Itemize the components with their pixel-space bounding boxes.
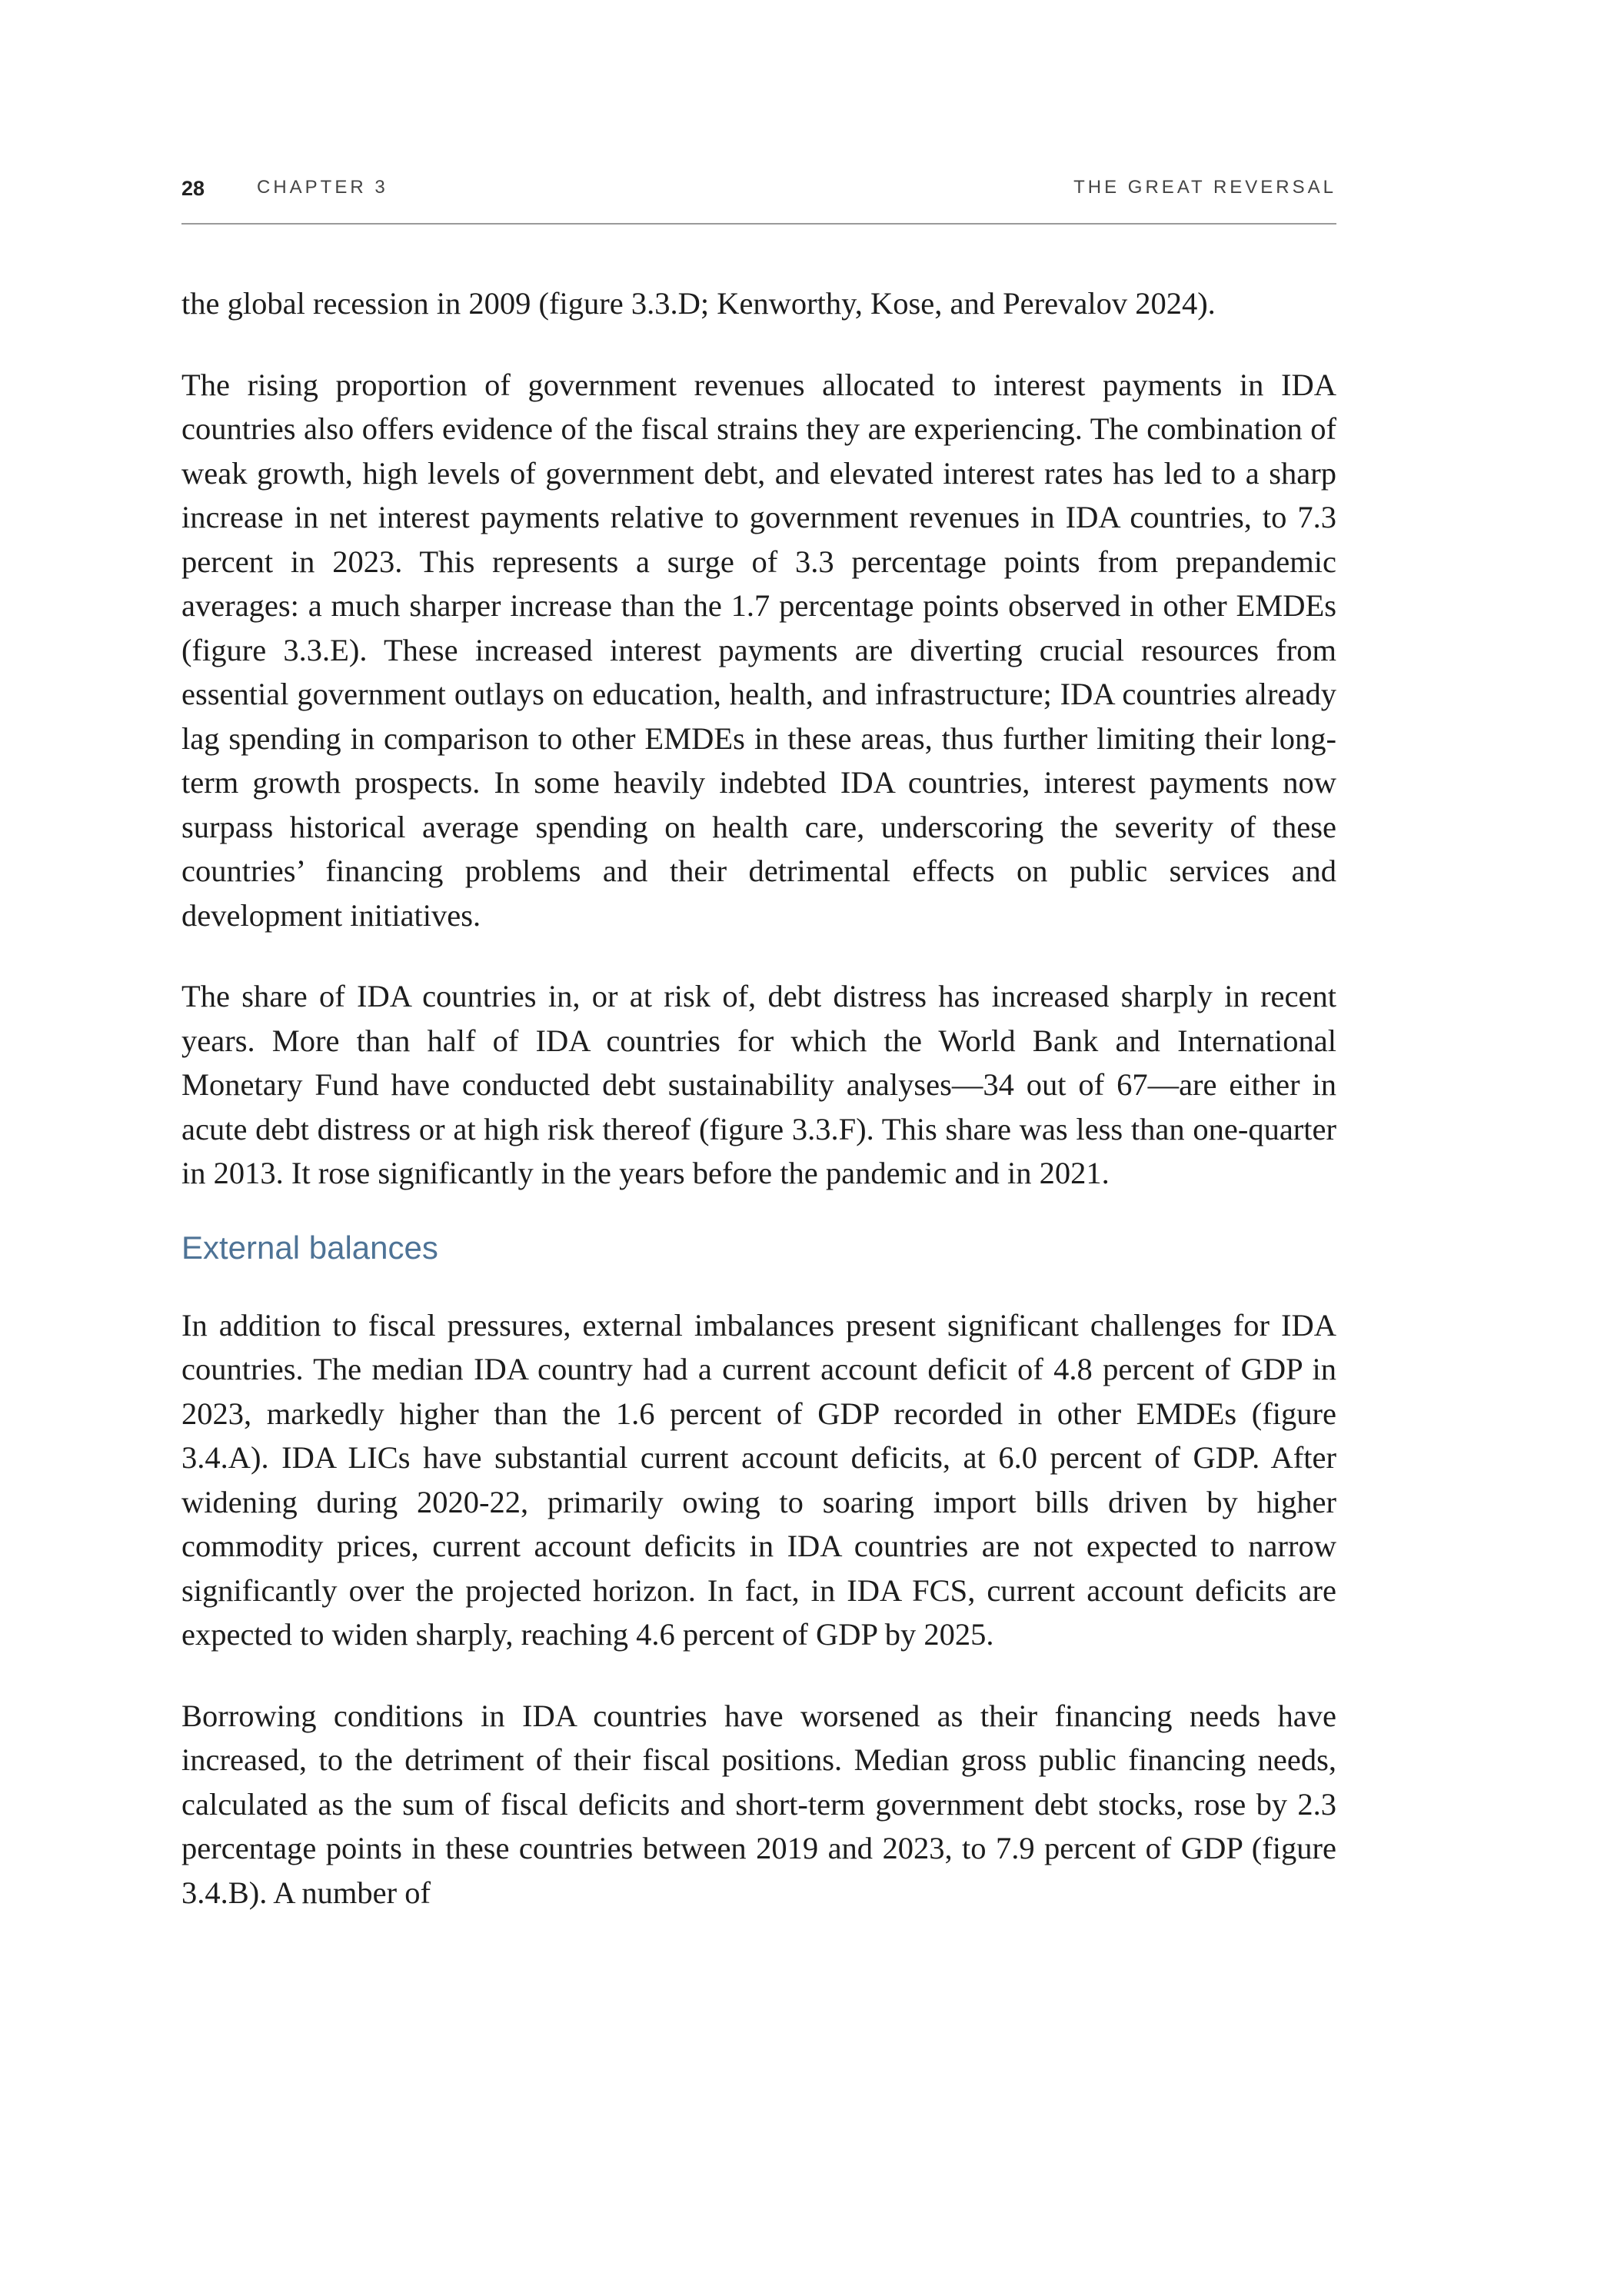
running-title: THE GREAT REVERSAL (1073, 177, 1336, 198)
paragraph-interest-payments: The rising proportion of government revenues allocated to interest payments in IDA countries also offers evidence of the fiscal strains they are experiencing. The combination of weak growth, high levels of government debt, and elevated interest rates has led to a sharp increase in net interest payments relative to government revenues in IDA countries, to 7.3 percent in 2023. This represents a surge of 3.3 percentage points from prepandemic averages: a much sharper increase than the 1.7 percentage points observed in other EMDEs (figure 3.3.E). These increased interest payments are diverting crucial resources from essential government outlays on education, health, and infrastructure; IDA countries already lag spending in comparison to other EMDEs in these areas, thus further limiting their long-term growth prospects. In some heavily indebted IDA countries, interest payments now surpass historical average spending on health care, underscoring the severity of these countries’ financing problems and their detrimental effects on public services and development initiatives. (181, 367, 1336, 933)
paragraph-borrowing-conditions: Borrowing conditions in IDA countries have worsened as their financing needs have increased, to the detriment of their fiscal positions. Median gross public financing needs, calculated as the sum of fiscal deficits and short-term government debt stocks, rose by 2.3 percentage points in these countries between 2019 and 2023, to 7.9 percent of GDP (figure 3.4.B). A number of (181, 1698, 1336, 1910)
chapter-label: CHAPTER 3 (257, 177, 388, 198)
main-text (181, 281, 1336, 1915)
paragraph-current-account: In addition to fiscal pressures, external imbalances present significant challenges for IDA countries. The median IDA country had a current account deficit of 4.8 percent of GDP in 2023, markedly higher than the 1.6 percent of GDP recorded in other EMDEs (figure 3.4.A). IDA LICs have substantial current account deficits, at 6.0 percent of GDP. After widening during 2020-22, primarily owing to soaring import bills driven by higher commodity prices, current account deficits in IDA countries are not expected to narrow significantly over the projected horizon. In fact, in IDA FCS, current account deficits are expected to widen sharply, reaching 4.6 percent of GDP by 2025. (181, 1307, 1336, 1652)
section-heading-external-balances: External balances (181, 1229, 438, 1266)
page-header (181, 175, 1336, 225)
paragraph-recession-continuation: the global recession in 2009 (figure 3.3.D; Kenworthy, Kose, and Perevalov 2024). (181, 286, 1216, 321)
paragraph-debt-distress: The share of IDA countries in, or at risk of, debt distress has increased sharply in recent years. More than half of IDA countries for which the World Bank and International Monetary Fund have conducted debt sustainability analyses—34 out of 67—are either in acute debt distress or at high risk thereof (figure 3.3.F). This share was less than one-quarter in 2013. It rose significantly in the years before the pandemic and in 2021. (181, 979, 1336, 1190)
page-number: 28 (181, 177, 205, 200)
